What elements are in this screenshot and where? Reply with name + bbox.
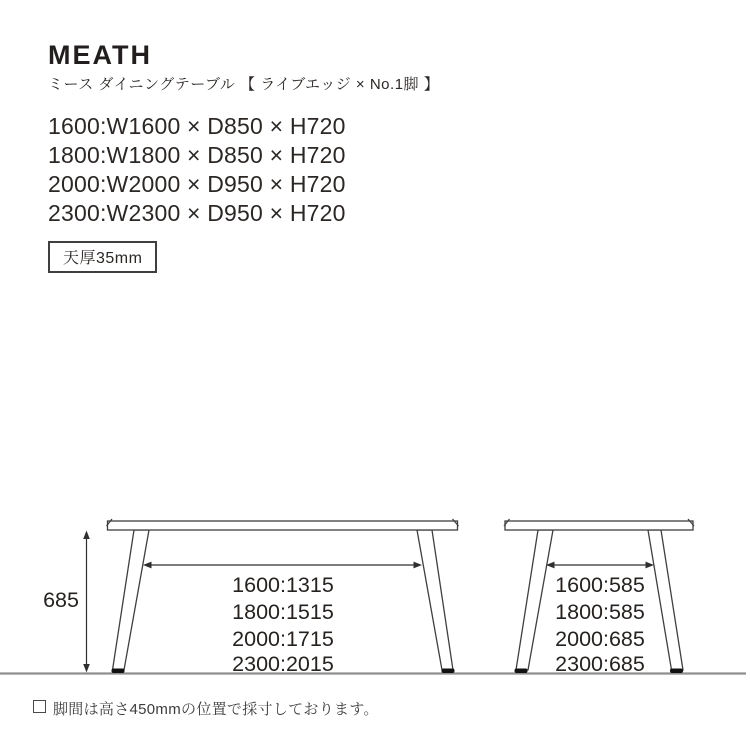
front-span-labels (232, 573, 334, 676)
side-span-label: 1800:585 (555, 600, 645, 624)
size-line: 1600:W1600 × D850 × H720 (48, 113, 346, 139)
measurement-footnote (33, 698, 379, 719)
front-span-label: 1800:1515 (232, 600, 334, 624)
table-leg (648, 530, 683, 670)
size-line: 1800:W1800 × D850 × H720 (48, 142, 346, 168)
front-span-dimension (143, 562, 422, 569)
side-span-dimension (546, 562, 654, 569)
table-leg (113, 530, 150, 670)
table-leg (516, 530, 553, 670)
side-span-label: 1600:585 (555, 573, 645, 597)
size-line: 2000:W2000 × D950 × H720 (48, 171, 346, 197)
top-thickness-badge: 天厚35mm (48, 241, 157, 273)
product-title: MEATH (48, 40, 152, 70)
front-span-label: 1600:1315 (232, 573, 334, 597)
footnote-text: 脚間は高さ450mmの位置で採寸しております。 (53, 701, 379, 718)
front-span-label: 2300:2015 (232, 652, 334, 676)
side-span-label: 2000:685 (555, 627, 645, 651)
leg-foot (112, 669, 125, 674)
leg-foot (442, 669, 455, 674)
front-span-label: 2000:1715 (232, 627, 334, 651)
product-subtitle: ミース ダイニングテーブル 【 ライブエッジ × No.1脚 】 (48, 76, 440, 93)
square-bullet-icon (33, 700, 46, 713)
side-span-labels (555, 573, 645, 676)
leg-foot (670, 669, 683, 674)
height-dimension-label: 685 (43, 588, 79, 612)
tabletop (505, 521, 693, 530)
table-leg (417, 530, 453, 670)
tabletop (108, 521, 458, 530)
height-dimension (83, 531, 90, 673)
size-line: 2300:W2300 × D950 × H720 (48, 200, 346, 226)
leg-foot (515, 669, 528, 674)
side-span-label: 2300:685 (555, 652, 645, 676)
